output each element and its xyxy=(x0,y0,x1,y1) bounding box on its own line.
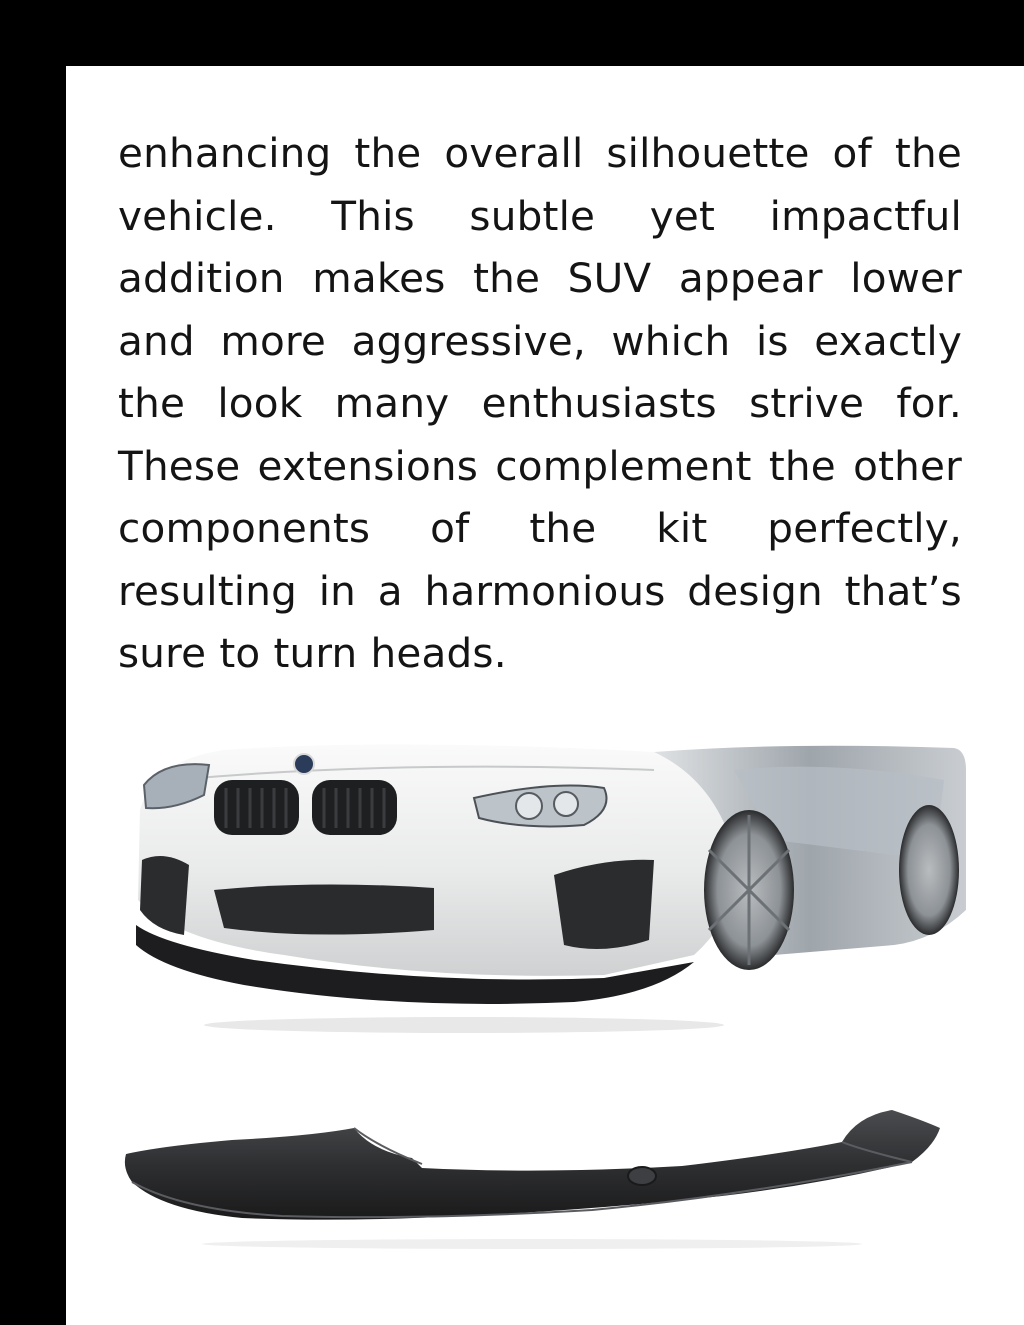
front-lip-product-photo xyxy=(122,1106,942,1256)
car-front-photo xyxy=(134,740,966,1040)
page-card xyxy=(66,66,1024,1325)
body-paragraph: enhancing the overall silhouette of the vehicle. This subtle yet impactful addition makes the SUV appear lower and more aggressive, which is exactly the look many enthusiasts strive for. These extensions complement the other components of the kit perfectly, resulting in a harmonious design that’s sure to turn heads. xyxy=(118,129,962,677)
